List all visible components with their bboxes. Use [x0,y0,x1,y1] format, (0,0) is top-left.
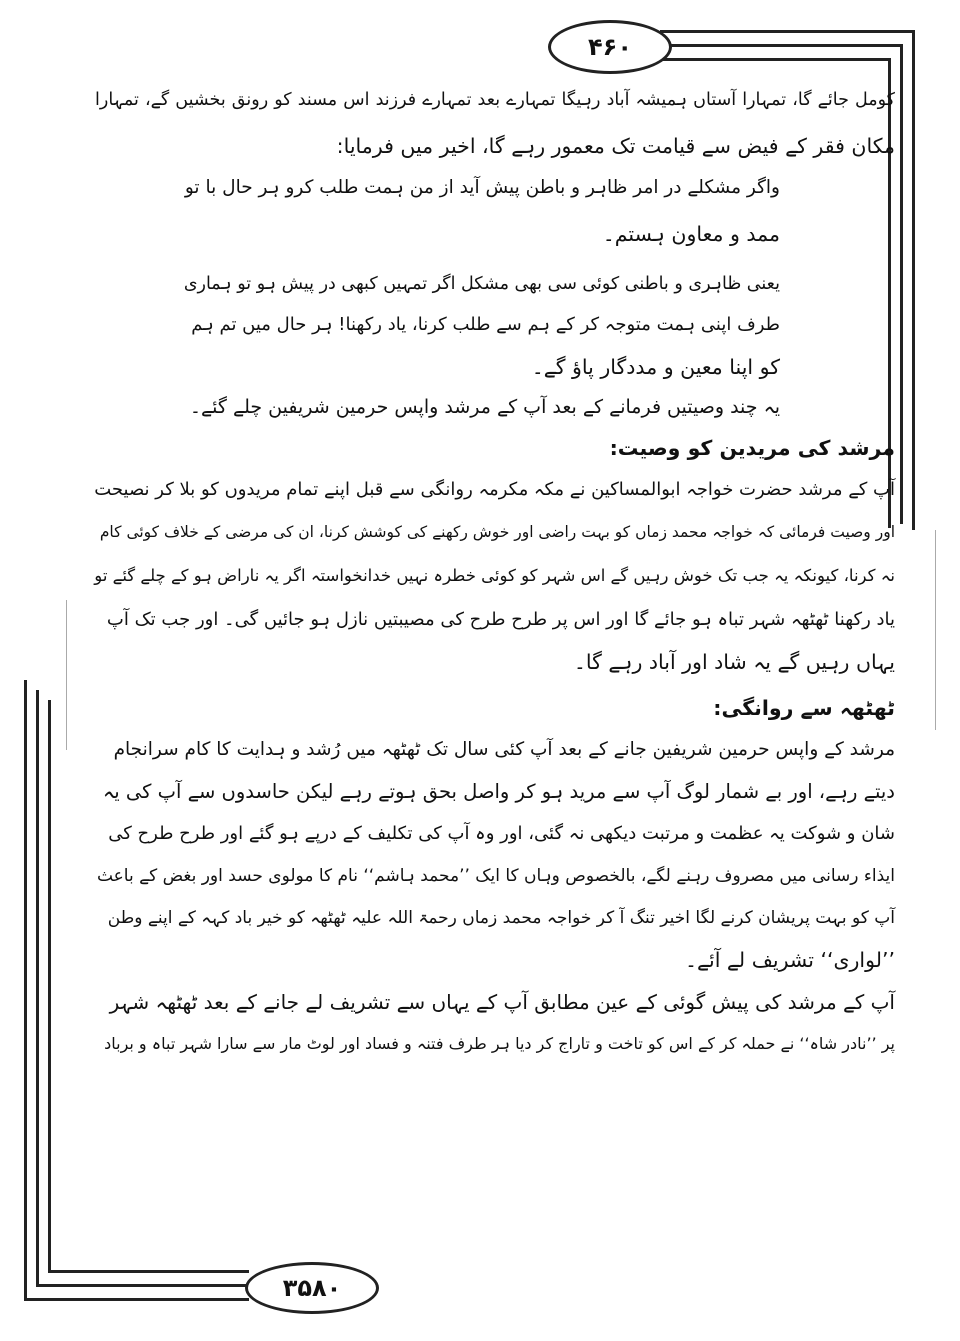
text-line-8: یہ چند وصیتیں فرمانے کے بعد آپ کے مرشد واپس حرمین شریفین چلے گئے۔ [189,396,780,418]
section-heading-2: ٹھٹھہ سے روانگی: [713,696,895,720]
frame-left-line-inner [36,690,39,1285]
text-line-4: ممد و معاون ہستم۔ [602,222,780,246]
frame-right-line-outer [912,30,915,530]
text-line-13: یاد رکھنا ٹھٹھہ شہر تباہ ہو جائے گا اور اس پر طرح طرح کی مصیبتیں نازل ہو جائیں گی۔ اور جب تک آپ [106,609,895,630]
frame-left-line-inner2 [48,700,51,1272]
text-line-21: ’’لواری‘‘ تشریف لے آئے۔ [684,948,895,972]
text-line-2: مکان فقر کے فیض سے قیامت تک معمور رہے گا، اخیر میں فرمایا: [336,134,895,158]
text-line-19: ایذاء رسانی میں مصروف رہنے لگے، بالخصوص وہاں کا ایک ’’محمد ہاشم‘‘ نام کا مولوی حسد اور بغض کے باعث [96,866,895,886]
text-line-16: مرشد کے واپس حرمین شریفین جانے کے بعد آپ کئی سال تک ٹھٹھہ میں رُشد و ہدایت کا کام سرانجام [113,739,895,760]
frame-top-line-inner2 [660,58,891,61]
text-line-23: پر ’’نادر شاہ‘‘ نے حملہ کر کے اس کو تاخت و تاراج کر دیا ہر طرف فتنہ و فساد اور لوٹ مار سے سارا شہر تباہ و برباد [104,1034,895,1053]
frame-right-line-inner [900,44,903,524]
text-line-22: آپ کے مرشد کی پیش گوئی کے عین مطابق آپ کے یہاں سے تشریف لے جانے کے بعد ٹھٹھہ شہر [109,990,895,1014]
scan-edge-line [935,530,936,730]
text-line-14: یہاں رہیں گے یہ شاد اور آباد رہے گا۔ [573,650,895,674]
frame-left-line-outer [24,680,27,1300]
frame-top-line-inner [660,44,903,47]
text-line-11: اور وصیت فرمائی کہ خواجہ محمد زماں کو بہت راضی اور خوش رکھنے کی کوشش کرنا، ان کی مرضی کے خلاف کوئی کام [99,523,895,541]
text-line-18: شان و شوکت یہ عظمت و مرتبت دیکھی نہ گئی، اور وہ آپ کی تکلیف کے درپے ہو گئے اور طرح طرح کی [108,823,895,844]
top-page-number: ۴۶۰ [548,20,672,74]
bottom-page-number: ۳۵۸۰ [245,1262,379,1314]
frame-top-line-outer [660,30,915,33]
scan-edge-line-left [66,600,67,750]
text-line-20: آپ کو بہت پریشان کرنے لگا اخیر تنگ آ کر خواجہ محمد زماں رحمۃ اللہ علیہ ٹھٹھہ کو خیر باد کہہ کے اپنے وطن [107,908,895,928]
text-line-3: واگر مشکلے در امر ظاہر و باطن پیش آید از من ہمت طلب کرو ہر حال با تو [184,177,780,198]
text-line-7: کو اپنا معین و مددگار پاؤ گے۔ [531,355,780,379]
text-line-10: آپ کے مرشد حضرت خواجہ ابوالمساکین نے مکہ مکرمہ روانگی سے قبل اپنے تمام مریدوں کو بلا کر نصیحت [94,479,895,500]
frame-bottom-line-inner [36,1284,249,1287]
frame-bottom-line-outer [24,1298,249,1301]
section-heading-1: مرشد کی مریدین کو وصیت: [609,436,895,460]
text-line-1: کومل جائے گا، تمہارا آستاں ہمیشہ آباد رہیگا تمہارے بعد تمہارے فرزند اس مسند کو رونق بخشیں گے، تمہارا [95,90,895,110]
frame-bottom-line-inner2 [48,1270,249,1273]
text-line-12: نہ کرنا، کیونکہ یہ جب تک خوش رہیں گے اس شہر کو کوئی خطرہ نہیں خدانخواستہ اگر یہ ناراض ہو کے چلے گئے تو [94,566,895,585]
text-line-17: دیتے رہے، اور بے شمار لوگ آپ سے مرید ہو کر واصل بحق ہوتے رہے لیکن حاسدوں سے آپ کی یہ [102,780,895,803]
text-line-6: طرف اپنی ہمت متوجہ کر کے ہم سے طلب کرنا، یاد رکھنا! ہر حال میں تم ہم [191,314,780,335]
text-line-5: یعنی ظاہری و باطنی کوئی سی بھی مشکل اگر تمہیں کبھی در پیش ہو تو ہماری [183,274,780,294]
